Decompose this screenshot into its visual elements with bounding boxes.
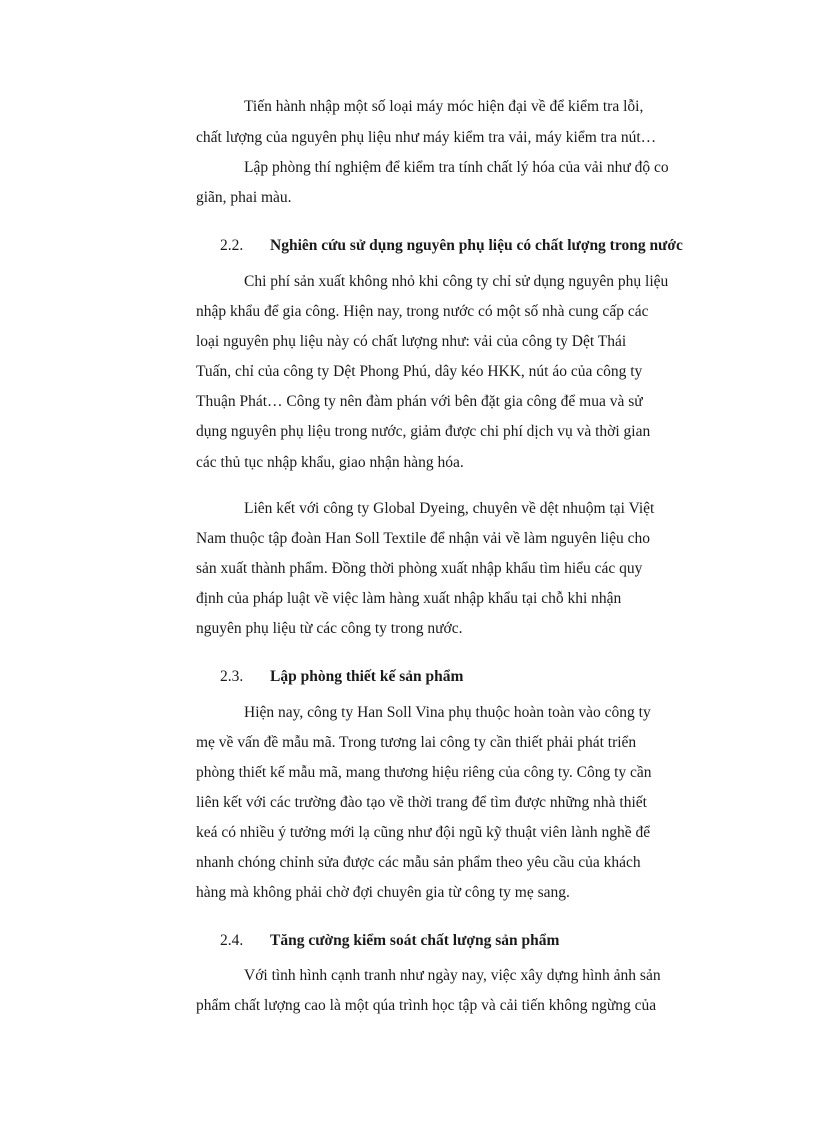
paragraph-line: các thủ tục nhập khẩu, giao nhận hàng hóa. bbox=[196, 454, 464, 471]
paragraph-line: định của pháp luật về việc làm hàng xuất nhập khẩu tại chỗ khi nhận bbox=[196, 590, 622, 607]
paragraph-line: chất lượng của nguyên phụ liệu như máy kiểm tra vải, máy kiểm tra nút… bbox=[196, 129, 657, 146]
paragraph-line: nguyên phụ liệu từ các công ty trong nước. bbox=[196, 620, 463, 637]
paragraph-line: phẩm chất lượng cao là một qúa trình học tập và cải tiến không ngừng của bbox=[196, 997, 657, 1014]
section-heading bbox=[220, 931, 559, 951]
paragraph-line: giãn, phai màu. bbox=[196, 189, 292, 206]
paragraph-line: mẹ về vấn đề mẫu mã. Trong tương lai công ty cần thiết phải phát triển bbox=[196, 734, 637, 751]
paragraph-line: keá có nhiều ý tưởng mới lạ cũng như đội ngũ kỹ thuật viên lành nghề để bbox=[196, 824, 651, 841]
section-title: Nghiên cứu sử dụng nguyên phụ liệu có chất lượng trong nước bbox=[270, 237, 683, 254]
paragraph-line: phòng thiết kế mẫu mã, mang thương hiệu riêng của công ty. Công ty cần bbox=[196, 764, 652, 781]
paragraph-line: hàng mà không phải chờ đợi chuyên gia từ công ty mẹ sang. bbox=[196, 884, 570, 901]
section-heading bbox=[220, 236, 683, 256]
section-heading bbox=[220, 667, 463, 687]
paragraph-line: Nam thuộc tập đoàn Han Soll Textile để nhận vải về làm nguyên liệu cho bbox=[196, 530, 651, 547]
section-number: 2.4. bbox=[220, 932, 244, 949]
paragraph-line: Tuấn, chỉ của công ty Dệt Phong Phú, dây kéo HKK, nút áo của công ty bbox=[196, 363, 643, 380]
paragraph-line: sản xuất thành phẩm. Đồng thời phòng xuất nhập khẩu tìm hiểu các quy bbox=[196, 560, 643, 577]
paragraph-line: Chi phí sản xuất không nhỏ khi công ty chỉ sử dụng nguyên phụ liệu bbox=[244, 273, 669, 290]
paragraph-line: Liên kết với công ty Global Dyeing, chuyên về dệt nhuộm tại Việt bbox=[244, 500, 655, 517]
section-number: 2.2. bbox=[220, 237, 244, 254]
section-title: Lập phòng thiết kế sản phẩm bbox=[270, 668, 464, 685]
section-title: Tăng cường kiểm soát chất lượng sản phẩm bbox=[270, 932, 560, 949]
paragraph-line: nhập khẩu để gia công. Hiện nay, trong nước có một số nhà cung cấp các bbox=[196, 303, 649, 320]
paragraph-line: Hiện nay, công ty Han Soll Vina phụ thuộc hoàn toàn vào công ty bbox=[244, 704, 651, 721]
paragraph-line: Với tình hình cạnh tranh như ngày nay, việc xây dựng hình ảnh sản bbox=[244, 967, 661, 984]
paragraph-line: Tiến hành nhập một số loại máy móc hiện đại về để kiểm tra lỗi, bbox=[244, 98, 644, 115]
paragraph-line: dụng nguyên phụ liệu trong nước, giảm được chi phí dịch vụ và thời gian bbox=[196, 423, 651, 440]
paragraph-line: liên kết với các trường đào tạo về thời trang để tìm được những nhà thiết bbox=[196, 794, 647, 811]
paragraph-line: loại nguyên phụ liệu này có chất lượng như: vải của công ty Dệt Thái bbox=[196, 333, 627, 350]
section-number: 2.3. bbox=[220, 668, 244, 685]
paragraph-line: nhanh chóng chỉnh sửa được các mẫu sản phẩm theo yêu cầu của khách bbox=[196, 854, 641, 871]
paragraph-line: Lập phòng thí nghiệm để kiểm tra tính chất lý hóa của vải như độ co bbox=[244, 159, 669, 176]
paragraph-line: Thuận Phát… Công ty nên đàm phán với bên đặt gia công để mua và sử bbox=[196, 393, 643, 410]
